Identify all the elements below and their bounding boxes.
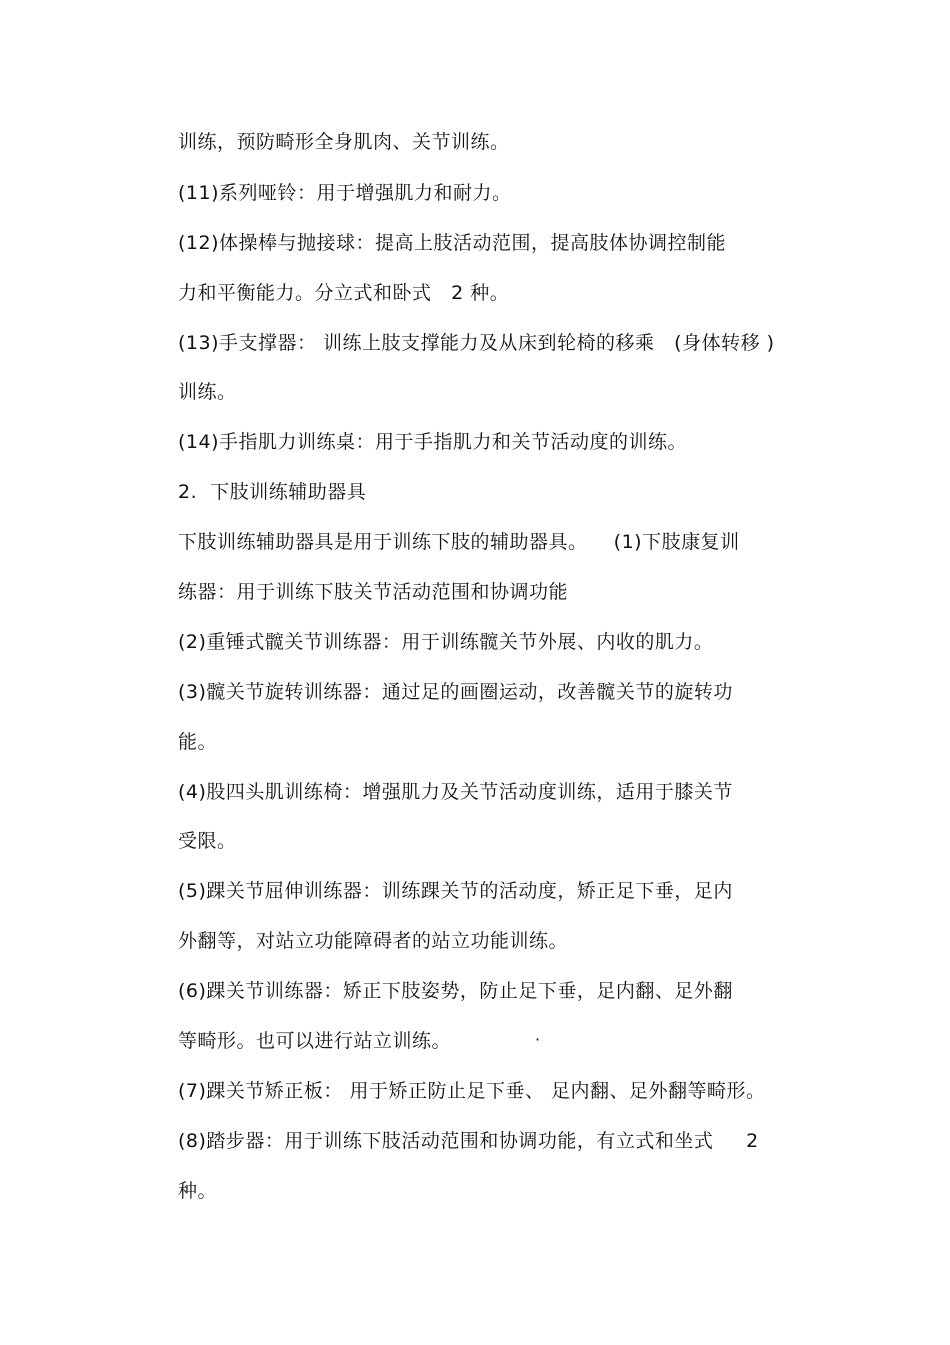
text-line: 力和平衡能力。分立式和卧式 2 种。 — [178, 282, 510, 304]
text-line: 种。 — [178, 1180, 218, 1202]
text-line: 练器：用于训练下肢关节活动范围和协调功能 — [178, 581, 569, 603]
section-heading: 2. 下肢训练辅助器具 — [178, 481, 367, 503]
text-line: 等畸形。也可以进行站立训练。 — [178, 1030, 452, 1052]
text-line: 能。 — [178, 731, 218, 753]
text-line: (6)踝关节训练器：矫正下肢姿势，防止足下垂，足内翻、足外翻 — [178, 980, 733, 1002]
text-line: (5)踝关节屈伸训练器：训练踝关节的活动度，矫正足下垂，足内 — [178, 880, 733, 902]
text-line: 下肢训练辅助器具是用于训练下肢的辅助器具。 (1)下肢康复训 — [178, 531, 740, 553]
text-line: (14)手指肌力训练桌：用于手指肌力和关节活动度的训练。 — [178, 431, 688, 453]
text-line: (12)体操棒与抛接球：提高上肢活动范围，提高肢体协调控制能 — [178, 232, 727, 254]
text-line: 训练，预防畸形全身肌肉、关节训练。 — [178, 131, 510, 153]
text-line: (4)股四头肌训练椅：增强肌力及关节活动度训练，适用于膝关节 — [178, 781, 733, 803]
text-line: (11)系列哑铃：用于增强肌力和耐力。 — [178, 182, 512, 204]
text-line: (7)踝关节矫正板： 用于矫正防止足下垂、 足内翻、足外翻等畸形。 — [178, 1080, 766, 1102]
text-line: 训练。 — [178, 381, 237, 403]
text-line: 受限。 — [178, 830, 237, 852]
stray-dot-mark: · — [535, 1030, 541, 1049]
text-line: (2)重锤式髋关节训练器：用于训练髋关节外展、内收的肌力。 — [178, 631, 714, 653]
text-line: (8)踏步器：用于训练下肢活动范围和协调功能，有立式和坐式 2 — [178, 1130, 759, 1152]
text-line: (13)手支撑器： 训练上肢支撑能力及从床到轮椅的移乘 (身体转移 ) — [178, 332, 775, 354]
text-line: 外翻等，对站立功能障碍者的站立功能训练。 — [178, 930, 569, 952]
text-line: (3)髋关节旋转训练器：通过足的画圈运动，改善髋关节的旋转功 — [178, 681, 733, 703]
